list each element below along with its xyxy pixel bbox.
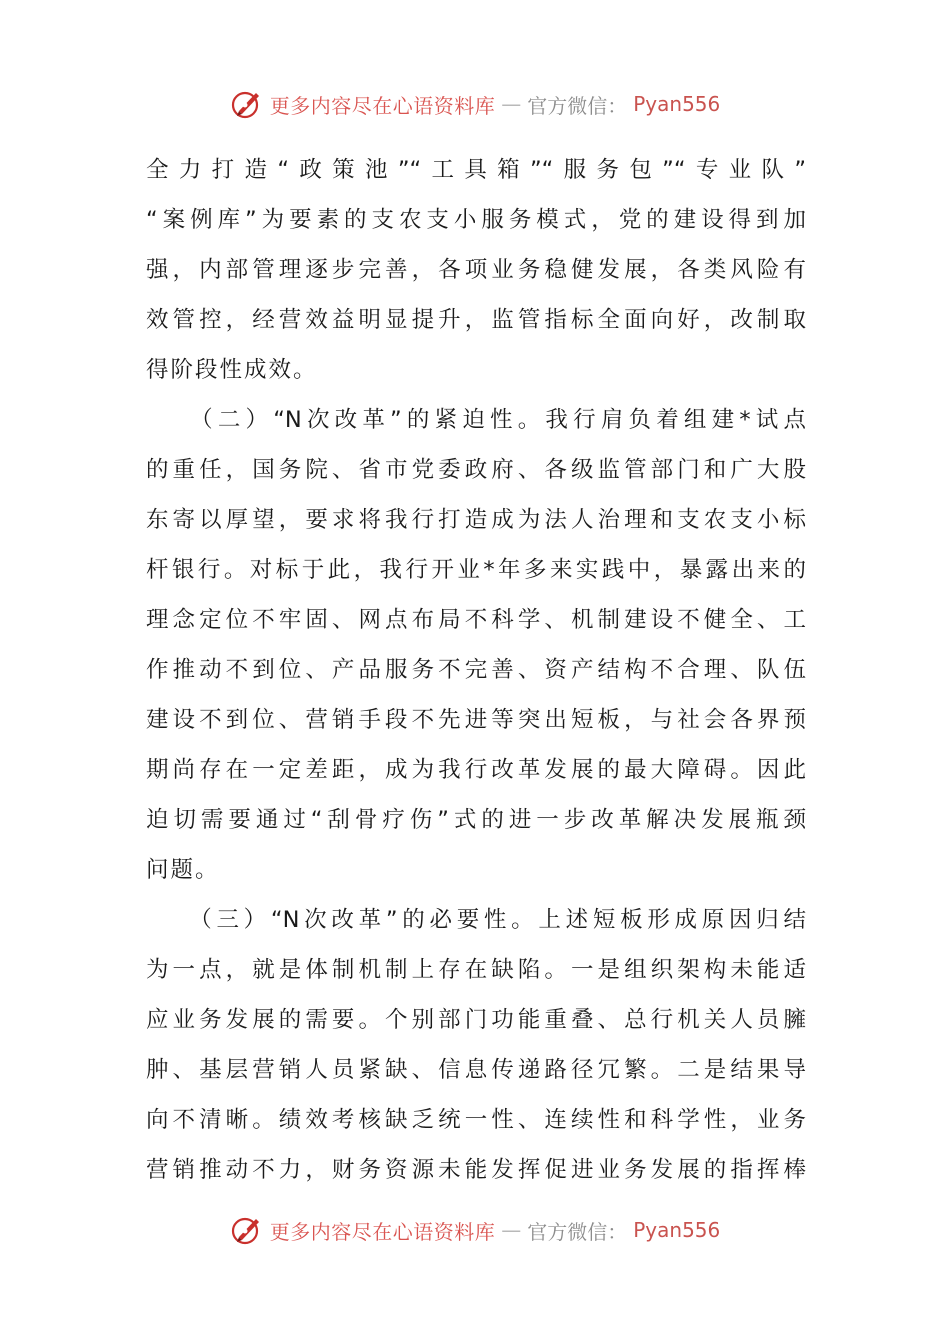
text-line: 为一点，就是体制机制上存在缺陷。一是组织架构未能适 <box>146 957 806 983</box>
pen-circle-logo-icon <box>230 1213 264 1247</box>
footer-wechat-label: 官方微信： <box>527 1219 628 1244</box>
header-watermark-banner <box>0 84 950 124</box>
text-line: 应业务发展的需要。个别部门功能重叠、总行机关人员臃 <box>146 1007 806 1033</box>
text-line: 效管控，经营效益明显提升，监管指标全面向好，改制取 <box>146 307 806 333</box>
footer-watermark-banner <box>0 1210 950 1250</box>
text-line: 的重任，国务院、省市党委政府、各级监管部门和广大股 <box>146 457 806 483</box>
text-line: 理念定位不牢固、网点布局不科学、机制建设不健全、工 <box>146 607 806 633</box>
text-line: 建设不到位、营销手段不先进等突出短板，与社会各界预 <box>146 707 806 733</box>
text-line: （二）“N次改革”的紧迫性。我行肩负着组建*试点 <box>146 407 806 433</box>
header-banner-text: 更多内容尽在心语资料库 <box>269 93 496 118</box>
text-line: 作推动不到位、产品服务不完善、资产结构不合理、队伍 <box>146 657 806 683</box>
text-line: 肿、基层营销人员紧缺、信息传递路径冗繁。二是结果导 <box>146 1057 806 1083</box>
text-line: （三）“N次改革”的必要性。上述短板形成原因归结 <box>146 907 806 933</box>
text-line: 全力打造“政策池”“工具箱”“服务包”“专业队” <box>146 157 806 183</box>
text-line: 强，内部管理逐步完善，各项业务稳健发展，各类风险有 <box>146 257 806 283</box>
text-line: 东寄以厚望，要求将我行打造成为法人治理和支农支小标 <box>146 507 806 533</box>
footer-banner-separator: — <box>501 1218 522 1242</box>
text-line: 得阶段性成效。 <box>146 357 318 383</box>
header-wechat-id: Pyan556 <box>633 92 721 116</box>
text-line: 期尚存在一定差距，成为我行改革发展的最大障碍。因此 <box>146 757 806 783</box>
footer-wechat-id: Pyan556 <box>633 1218 721 1242</box>
text-line: “案例库”为要素的支农支小服务模式，党的建设得到加 <box>146 207 806 233</box>
pen-circle-logo-icon <box>230 87 264 121</box>
footer-banner-text: 更多内容尽在心语资料库 <box>269 1219 496 1244</box>
text-line: 迫切需要通过“刮骨疗伤”式的进一步改革解决发展瓶颈 <box>146 807 806 833</box>
header-banner-separator: — <box>501 92 522 116</box>
text-line: 杆银行。对标于此，我行开业*年多来实践中，暴露出来的 <box>146 557 806 583</box>
text-line: 营销推动不力，财务资源未能发挥促进业务发展的指挥棒 <box>146 1157 806 1183</box>
document-body <box>146 148 806 1198</box>
text-line: 问题。 <box>146 857 220 883</box>
text-line: 向不清晰。绩效考核缺乏统一性、连续性和科学性，业务 <box>146 1107 806 1133</box>
header-wechat-label: 官方微信： <box>527 93 628 118</box>
